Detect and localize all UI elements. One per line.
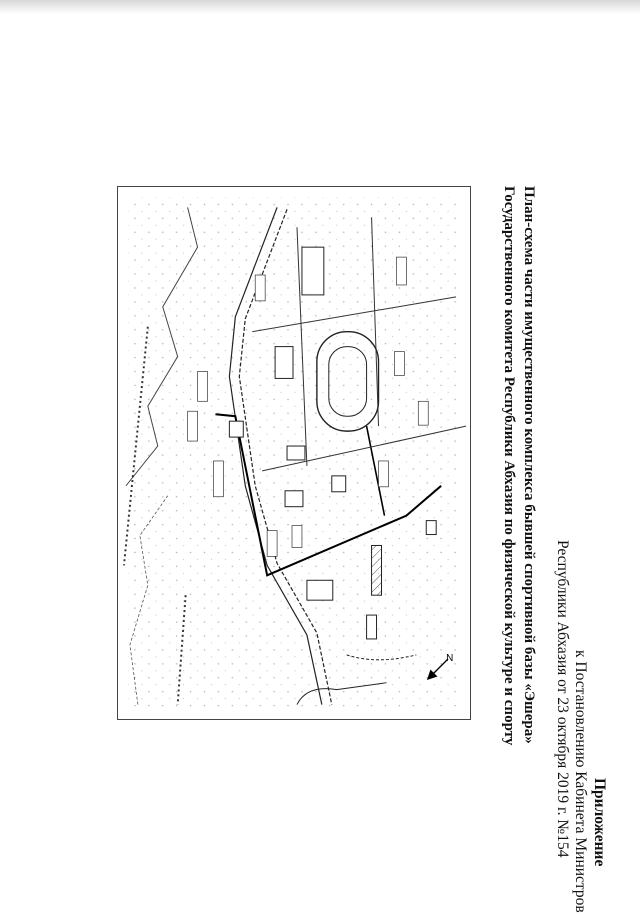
plan-title-line-2: Государственного комитета Республики Абхазия по физической культуре и спорту <box>501 186 517 746</box>
building-3 <box>287 446 305 460</box>
site-plan-map <box>117 186 471 720</box>
building-5 <box>332 476 346 492</box>
plan-title-line-1: План-схема части имущественного комплекса бывшей спортивной базы «Эшера» <box>521 186 537 744</box>
building-hatched <box>372 545 382 595</box>
decree-line-1: к Постановлению Кабинета Министров <box>572 650 589 913</box>
scan-top-edge <box>0 0 640 14</box>
site-plan-drawing <box>118 187 470 719</box>
building-9 <box>426 521 436 535</box>
appendix-title: Приложение <box>591 778 608 867</box>
building-4 <box>285 491 303 507</box>
building-8 <box>229 421 243 437</box>
building-1 <box>302 247 324 295</box>
building-7 <box>367 615 377 639</box>
north-label: N <box>446 652 454 664</box>
building-2 <box>275 347 293 379</box>
building-6 <box>307 580 333 600</box>
decree-line-2: Республики Абхазия от 23 октября 2019 г. №154 <box>554 540 571 858</box>
